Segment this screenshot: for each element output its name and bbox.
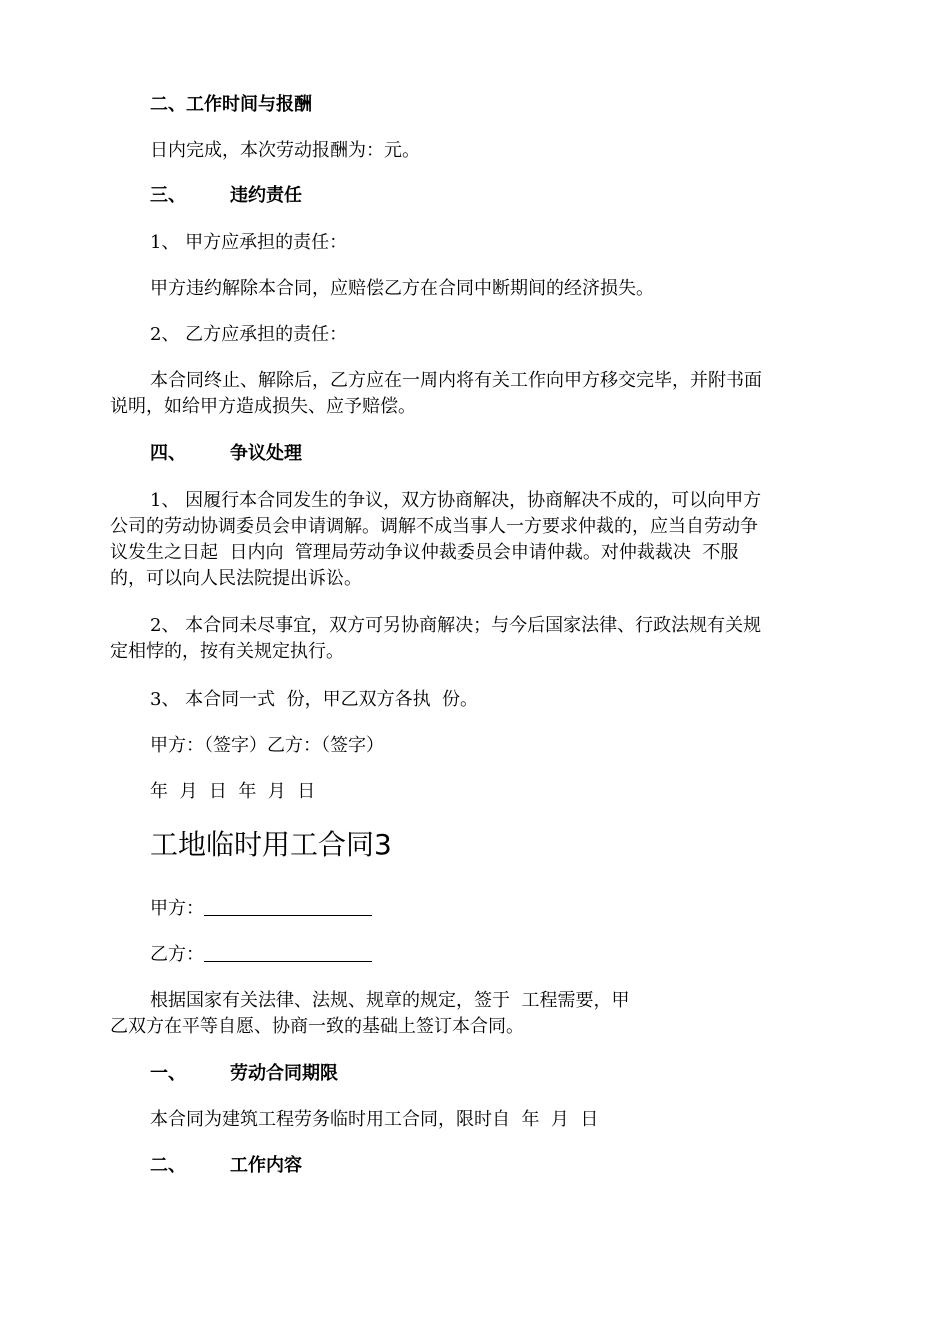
text-line: 议发生之日起 日内向 管理局劳动争议仲裁委员会申请仲裁。对仲裁裁决 不服 <box>110 542 739 563</box>
party-a-label: 甲方： <box>150 898 204 919</box>
party-a-blank <box>204 899 372 916</box>
section-number: 四、 <box>150 443 186 464</box>
list-item: 2、 乙方应承担的责任： <box>150 324 348 345</box>
section-heading-dispute <box>150 443 302 465</box>
section-number: 三、 <box>150 185 186 206</box>
section-title: 违约责任 <box>230 185 302 206</box>
party-a-line <box>150 898 372 920</box>
text-line: 的，可以向人民法院提出诉讼。 <box>110 568 362 589</box>
section-title: 工作内容 <box>230 1155 302 1176</box>
section-title: 劳动合同期限 <box>230 1063 338 1084</box>
section-heading-work-time: 二、工作时间与报酬 <box>150 94 312 115</box>
date-line: 年 月 日 年 月 日 <box>150 781 316 802</box>
party-b-blank <box>204 945 372 962</box>
section-heading-liability <box>150 185 302 207</box>
section-number: 二、 <box>150 1155 186 1176</box>
paragraph <box>110 988 845 1040</box>
paragraph: 甲方违约解除本合同，应赔偿乙方在合同中断期间的经济损失。 <box>150 278 654 299</box>
paragraph: 日内完成，本次劳动报酬为：元。 <box>150 140 420 161</box>
list-item: 1、 甲方应承担的责任： <box>150 232 348 253</box>
text-line: 定相悖的，按有关规定执行。 <box>110 641 344 662</box>
paragraph: 本合同为建筑工程劳务临时用工合同，限时自 年 月 日 <box>150 1109 599 1130</box>
text-line: 根据国家有关法律、法规、规章的规定，签于 工程需要，甲 <box>150 990 630 1011</box>
signature-line: 甲方：（签字）乙方：（签字） <box>150 735 384 756</box>
paragraph <box>110 368 845 420</box>
section-number: 一、 <box>150 1063 186 1084</box>
section-heading-term <box>150 1063 338 1085</box>
paragraph <box>110 613 845 665</box>
section-title: 争议处理 <box>230 443 302 464</box>
text-line: 说明，如给甲方造成损失、应予赔偿。 <box>110 396 416 417</box>
text-line: 乙双方在平等自愿、协商一致的基础上签订本合同。 <box>110 1016 524 1037</box>
text-line: 本合同终止、解除后，乙方应在一周内将有关工作向甲方移交完毕，并附书面 <box>150 370 762 391</box>
paragraph: 3、 本合同一式 份，甲乙双方各执 份。 <box>150 689 479 710</box>
paragraph <box>110 488 845 592</box>
party-b-label: 乙方： <box>150 944 204 965</box>
text-line: 2、 本合同未尽事宜，双方可另协商解决；与今后国家法律、行政法规有关规 <box>150 615 762 636</box>
section-heading-work-content <box>150 1155 302 1177</box>
text-line: 1、 因履行本合同发生的争议，双方协商解决，协商解决不成的，可以向甲方 <box>150 490 762 511</box>
party-b-line <box>150 944 372 966</box>
document-title: 工地临时用工合同3 <box>150 828 392 861</box>
text-line: 公司的劳动协调委员会申请调解。调解不成当事人一方要求仲裁的，应当自劳动争 <box>110 516 758 537</box>
